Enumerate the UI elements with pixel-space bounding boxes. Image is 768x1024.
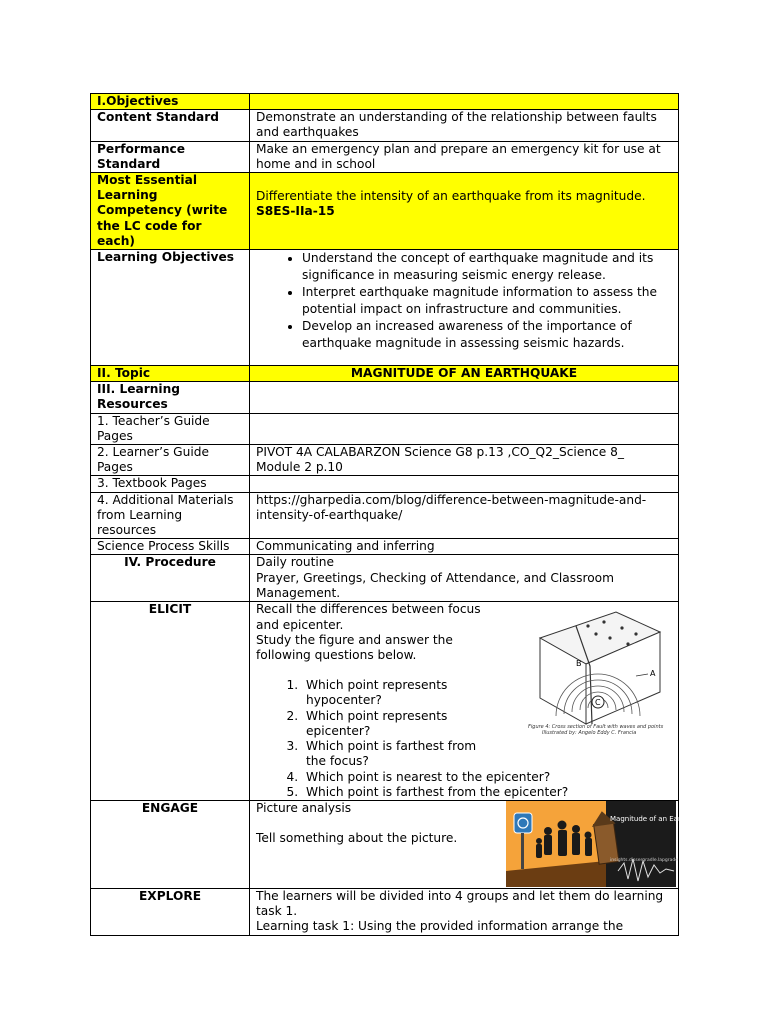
learning-objectives-row — [91, 250, 679, 366]
engage-picture — [506, 801, 710, 887]
learning-objective-item: • Understand the concept of earthquake magnitude and its significance in measuring seismic energy release. — [302, 250, 672, 284]
resources-heading-row — [91, 382, 679, 413]
procedure-line-2: Prayer, Greetings, Checking of Attendance, and Classroom Management. — [256, 570, 614, 600]
topic-label: II. Topic — [91, 366, 250, 382]
learning-objective-item: • Interpret earthquake magnitude information to assess the potential impact on infrastructure and communities. — [302, 284, 672, 318]
elicit-intro-1: Recall the differences between focus and epicenter. — [256, 602, 481, 632]
elicit-question: 5. Which point is farthest from the epicenter? — [302, 785, 672, 800]
fault-cross-section-figure — [518, 606, 668, 736]
content-standard-value: Demonstrate an understanding of the relationship between faults and earthquakes — [250, 110, 679, 141]
elicit-cell — [250, 602, 679, 800]
process-skills-value: Communicating and inferring — [250, 539, 679, 555]
engage-line-1: Picture analysis — [256, 800, 352, 815]
explore-line-2: Learning task 1: Using the provided information arrange the — [256, 919, 624, 934]
content-standard-row — [91, 110, 679, 141]
topic-row — [91, 366, 679, 382]
teachers-guide-value — [250, 413, 679, 444]
resources-heading: III. Learning Resources — [91, 382, 250, 413]
objectives-heading-blank — [250, 94, 679, 110]
textbook-row — [91, 476, 679, 492]
melc-value-cell — [250, 173, 679, 250]
content-standard-label: Content Standard — [91, 110, 250, 141]
melc-row — [91, 173, 679, 250]
figure-point-c: C — [595, 698, 601, 708]
lesson-plan-table — [90, 93, 710, 936]
additional-materials-link[interactable]: https://gharpedia.com/blog/difference-between-magnitude-and-intensity-of-earthquake/ — [250, 492, 679, 539]
learners-guide-row — [91, 445, 679, 476]
elicit-question: 4. Which point is nearest to the epicenter? — [302, 770, 672, 785]
explore-row — [91, 888, 679, 935]
objectives-heading: I.Objectives — [91, 94, 250, 110]
elicit-question: 3. Which point is farthest from the focus? — [302, 739, 496, 769]
figure-credit: Illustrated by: Angelo Eddy C. Francia — [542, 730, 637, 737]
resources-heading-blank — [250, 382, 679, 413]
explore-line-1: The learners will be divided into 4 groups and let them do learning task 1. — [256, 888, 664, 919]
elicit-question: 1. Which point represents hypocenter? — [302, 678, 486, 708]
procedure-cell — [250, 555, 679, 602]
performance-standard-label: Performance Standard — [91, 141, 250, 172]
figure-caption: Figure 4: Cross section of Fault with waves and points — [528, 724, 664, 731]
elicit-intro-2: Study the figure and answer the following questions below. — [256, 632, 453, 663]
learners-guide-label: 2. Learner’s Guide Pages — [91, 445, 250, 476]
process-skills-label: Science Process Skills — [91, 539, 250, 555]
explore-cell — [250, 888, 679, 935]
explore-label: EXPLORE — [91, 888, 250, 935]
figure-point-a: A — [650, 669, 656, 679]
teachers-guide-row — [91, 413, 679, 444]
learning-objectives-list — [256, 250, 672, 352]
elicit-row — [91, 602, 679, 800]
performance-standard-value: Make an emergency plan and prepare an emergency kit for use at home and in school — [250, 141, 679, 172]
engage-line-2: Tell something about the picture. — [256, 831, 458, 846]
melc-code: S8ES-IIa-15 — [256, 204, 335, 219]
elicit-label: ELICIT — [91, 602, 250, 800]
engage-row — [91, 800, 679, 888]
learning-objectives-cell — [250, 250, 679, 366]
additional-materials-label: 4. Additional Materials from Learning resources — [91, 492, 250, 539]
melc-label: Most Essential Learning Competency (write the LC code for each) — [91, 173, 250, 250]
engage-label: ENGAGE — [91, 800, 250, 888]
procedure-line-1: Daily routine — [256, 555, 335, 570]
engage-image-title: Magnitude of an Earthquake — [610, 814, 710, 823]
procedure-label: IV. Procedure — [91, 555, 250, 602]
figure-point-b: B — [576, 659, 582, 669]
learning-objective-item: • Develop an increased awareness of the importance of earthquake magnitude in assessing seismic hazards. — [302, 318, 672, 352]
learners-guide-value: PIVOT 4A CALABARZON Science G8 p.13 ,CO_Q2_Science 8_ Module 2 p.10 — [250, 445, 679, 476]
topic-value: MAGNITUDE OF AN EARTHQUAKE — [250, 366, 679, 382]
performance-standard-row — [91, 141, 679, 172]
engage-image-footer: insights.dissergradle.lapgrade — [610, 857, 679, 863]
engage-cell — [250, 800, 710, 888]
procedure-row — [91, 555, 679, 602]
objectives-heading-row — [91, 94, 679, 110]
learning-objectives-label: Learning Objectives — [91, 250, 250, 366]
elicit-question: 2. Which point represents epicenter? — [302, 709, 486, 739]
teachers-guide-label: 1. Teacher’s Guide Pages — [91, 413, 250, 444]
textbook-value — [250, 476, 679, 492]
textbook-label: 3. Textbook Pages — [91, 476, 250, 492]
process-skills-row — [91, 539, 679, 555]
additional-materials-row — [91, 492, 679, 539]
melc-value: Differentiate the intensity of an earthquake from its magnitude. — [256, 188, 646, 203]
